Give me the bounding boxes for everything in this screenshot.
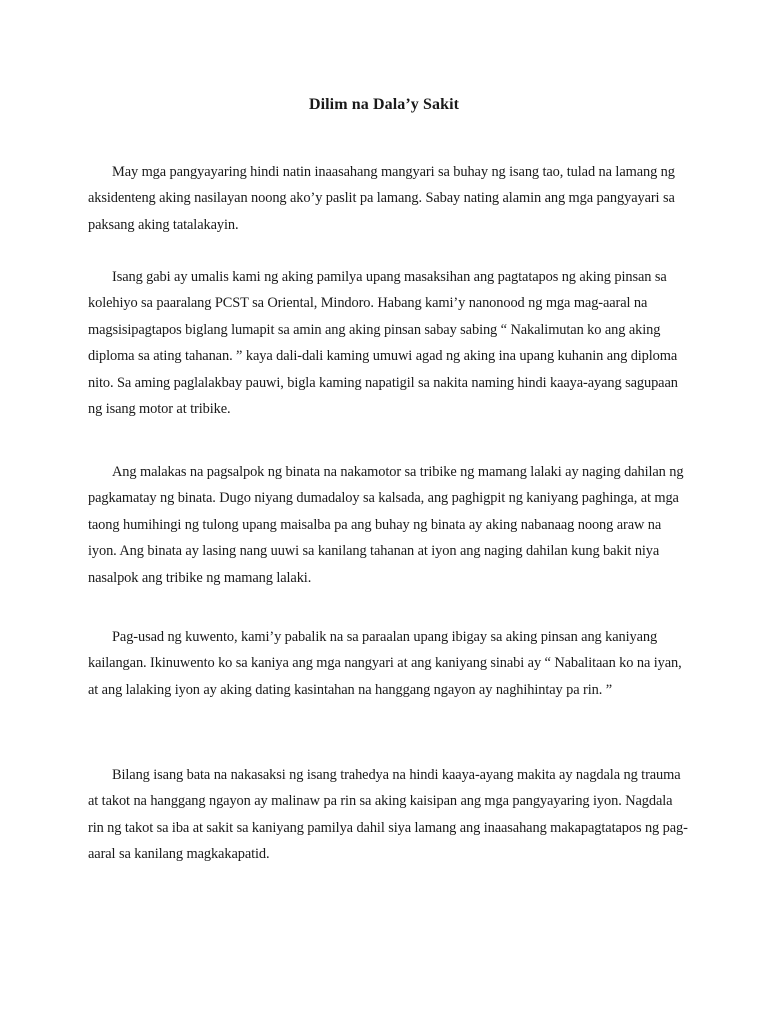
paragraph-3: Ang malakas na pagsalpok ng binata na nakamotor sa tribike ng mamang lalaki ay naging dahilan ng pagkamatay ng binata. Dugo niyang dumadaloy sa kalsada, ang paghigpit ng kaniyang paghinga, at mga taong humihingi ng tulong upang maisalba pa ang buhay ng binata ay aking nabanaag noong araw na iyon. Ang binata ay lasing nang uuwi sa kanilang tahanan at iyon ang naging dahilan kung bakit niya nasalpok ang tribike ng mamang lalaki. xyxy=(88,464,684,586)
paragraph-2: Isang gabi ay umalis kami ng aking pamilya upang masaksihan ang pagtatapos ng aking pinsan sa kolehiyo sa paaralang PCST sa Oriental, Mindoro. Habang kami’y nanonood ng mga mag-aaral na magsisipagtapos biglang lumapit sa amin ang aking pinsan sabay sabing “ Nakalimutan ko ang aking diploma sa ating tahanan. ” kaya dali-dali kaming umuwi agad ng aking ina upang kuhanin ang diploma nito. Sa aming paglalakbay pauwi, bigla kaming napatigil sa nakita naming hindi kaaya-ayang sagupaan ng isang motor at tribike. xyxy=(88,269,678,418)
paragraph-1: May mga pangyayaring hindi natin inaasahang mangyari sa buhay ng isang tao, tulad na lamang ng aksidenteng aking nasilayan noong ako’y paslit pa lamang. Sabay nating alamin ang mga pangyayari sa paksang aking tatalakayin. xyxy=(88,164,675,233)
document-title: Dilim na Dala’y Sakit xyxy=(308,96,460,113)
paragraph-4: Pag-usad ng kuwento, kami’y pabalik na sa paraalan upang ibigay sa aking pinsan ang kaniyang kailangan. Ikinuwento ko sa kaniya ang mga nangyari at ang kaniyang sinabi ay “ Nabalitaan ko na iyan, at ang lalaking iyon ay aking dating kasintahan na hanggang ngayon ay naghihintay pa rin. ” xyxy=(88,629,682,698)
paragraph-5: Bilang isang bata na nakasaksi ng isang trahedya na hindi kaaya-ayang makita ay nagdala ng trauma at takot na hanggang ngayon ay malinaw pa rin sa aking kaisipan ang mga pangyayaring iyon. Nagdala rin ng takot sa iba at sakit sa kaniyang pamilya dahil siya lamang ang inaasahang makapagtatapos ng pag-aaral sa kanilang magkakapatid. xyxy=(88,767,688,863)
